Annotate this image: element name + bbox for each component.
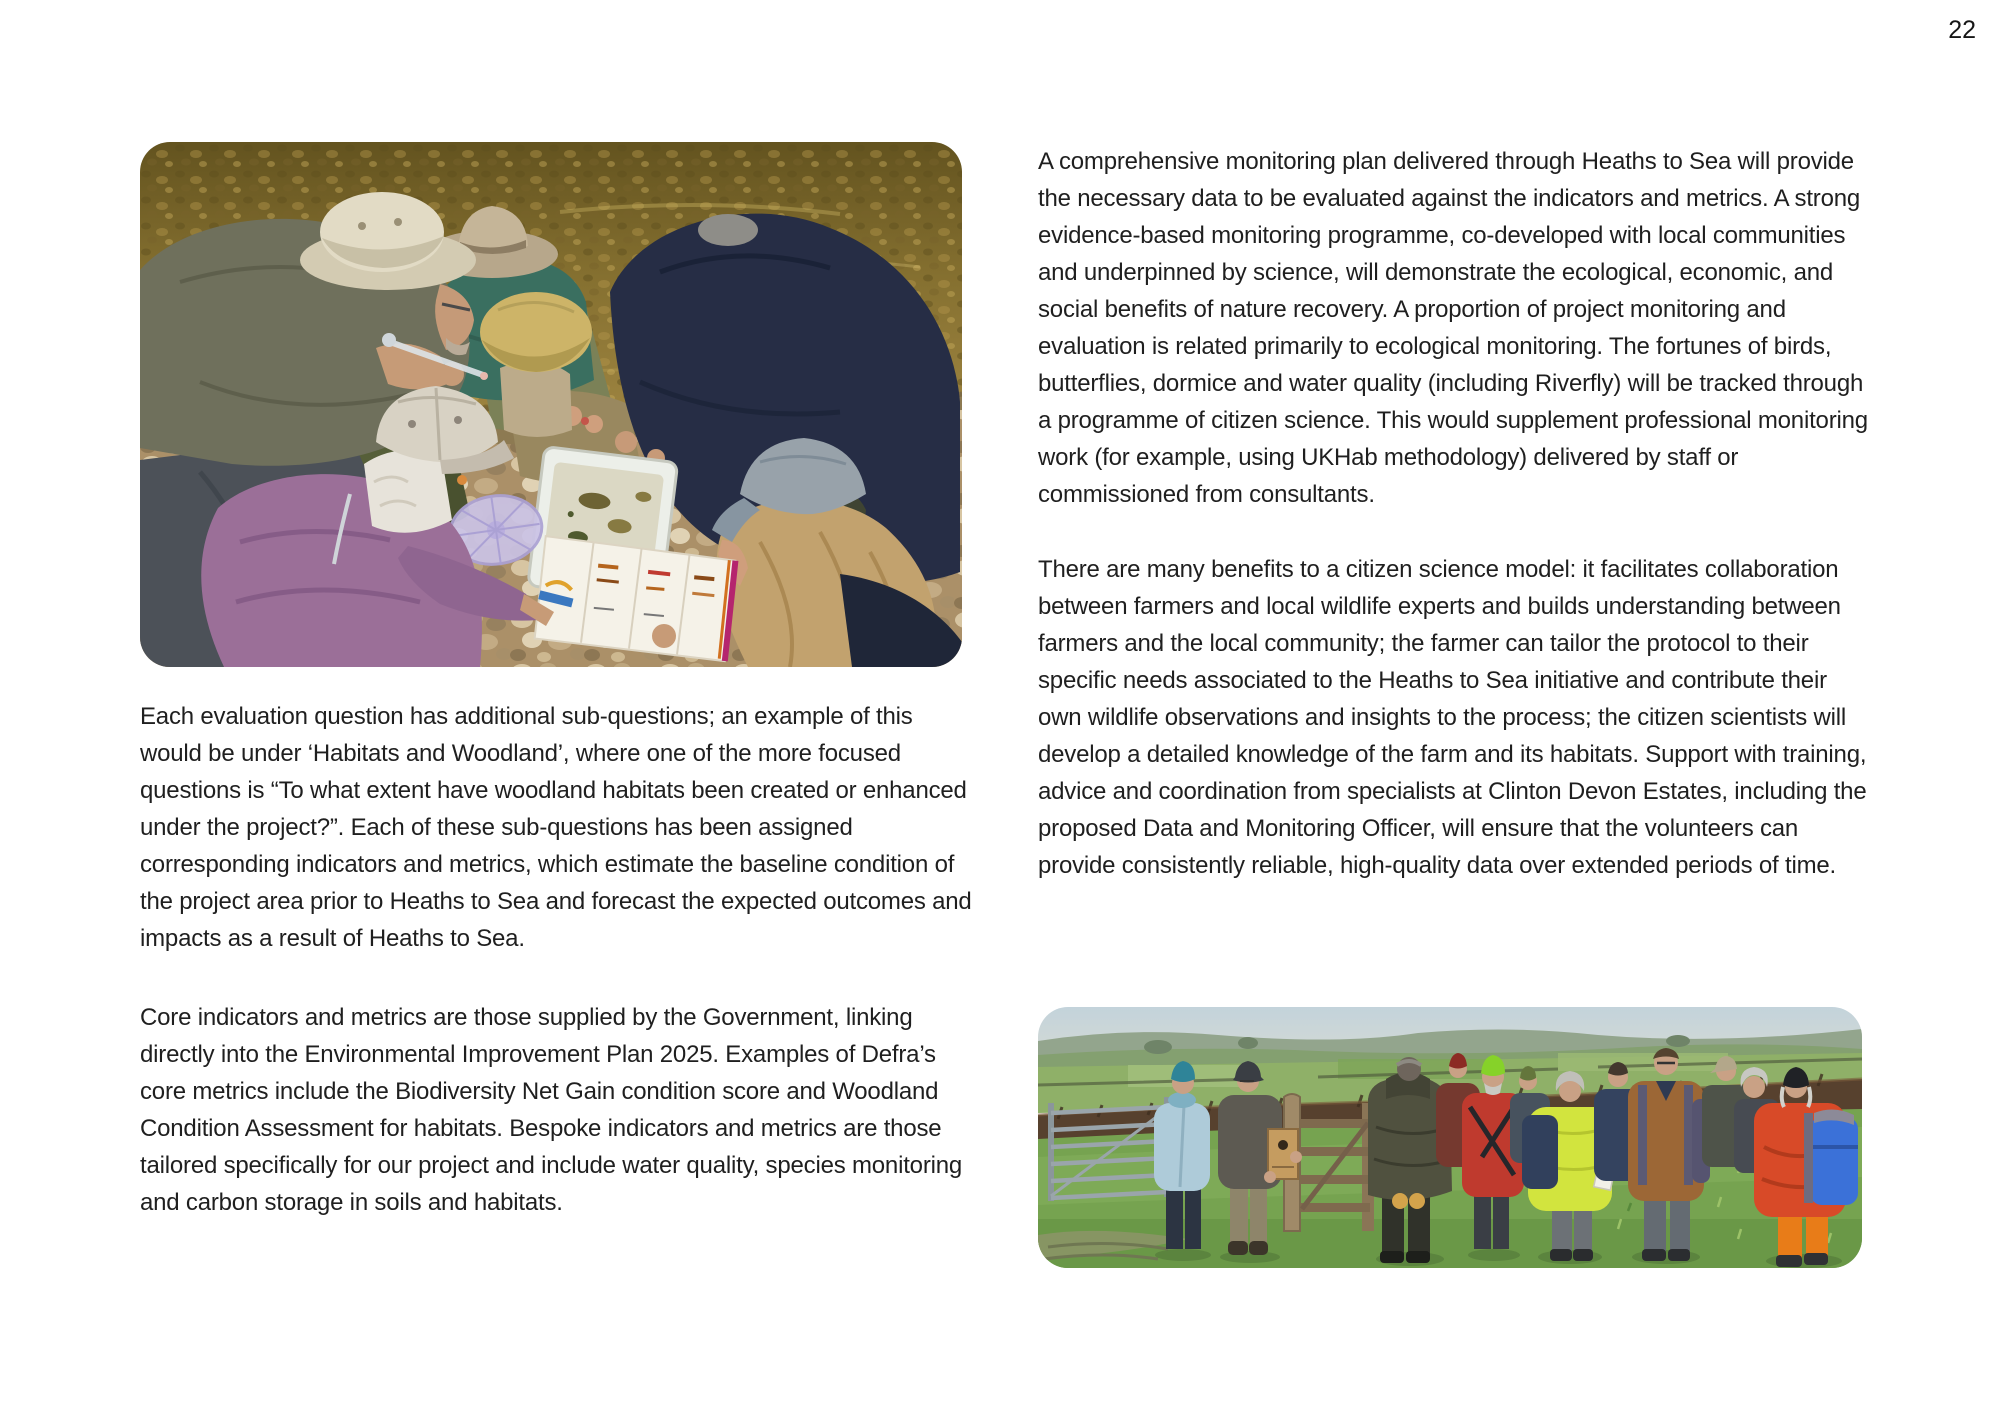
paragraph-citizen-science: There are many benefits to a citizen science model: it facilitates collaboration between farmers and local wildlife experts and builds understanding between farmers and the local community; the farmer can tailor the protocol to their specific needs associated to the Heaths to Sea initiative and contribute their own wildlife observations and insights to the process; the citizen scientists will develop a detailed knowledge of the farm and its habitats. Support with training, advice and coordination from specialists at Clinton Devon Estates, including the proposed Data and Monitoring Officer, will ensure that the volunteers can provide consistently reliable, high-quality data over extended periods of time. bbox=[1038, 556, 1867, 879]
page-number: 22 bbox=[1948, 16, 1976, 44]
left-column bbox=[140, 698, 976, 1221]
riverfly-monitoring-photo bbox=[140, 142, 962, 667]
river-photo-illustration bbox=[140, 142, 962, 667]
paragraph-core-indicators: Core indicators and metrics are those supplied by the Government, linking directly into the Environmental Improvement Plan 2025. Examples of Defra’s core metrics include the Biodiversity Net Gain condition score and Woodland Condition Assessment for habitats. Bespoke indicators and metrics are those tailored specifically for our project and include water quality, species monitoring and carbon storage in soils and habitats. bbox=[140, 1004, 963, 1216]
paragraph-monitoring-plan: A comprehensive monitoring plan delivered through Heaths to Sea will provide the necessary data to be evaluated against the indicators and metrics. A strong evidence-based monitoring programme, co-developed with local communities and underpinned by science, will demonstrate the ecological, economic, and social benefits of nature recovery. A proportion of project monitoring and evaluation is related primarily to ecological monitoring. The fortunes of birds, butterflies, dormice and water quality (including Riverfly) will be tracked through a programme of citizen science. This would supplement professional monitoring work (for example, using UKHab methodology) delivered by staff or commissioned from consultants. bbox=[1038, 148, 1868, 508]
right-column bbox=[1038, 143, 1876, 884]
farm-walk-photo bbox=[1038, 1007, 1862, 1268]
farm-photo-illustration bbox=[1038, 1007, 1862, 1268]
paragraph-evaluation-questions: Each evaluation question has additional sub-questions; an example of this would be under ‘Habitats and Woodland’, where one of the more focused questions is “To what extent have woodland habitats been created or enhanced under the project?”. Each of these sub-questions has been assigned corresponding indicators and metrics, which estimate the baseline condition of the project area prior to Heaths to Sea and forecast the expected outcomes and impacts as a result of Heaths to Sea. bbox=[140, 703, 972, 952]
